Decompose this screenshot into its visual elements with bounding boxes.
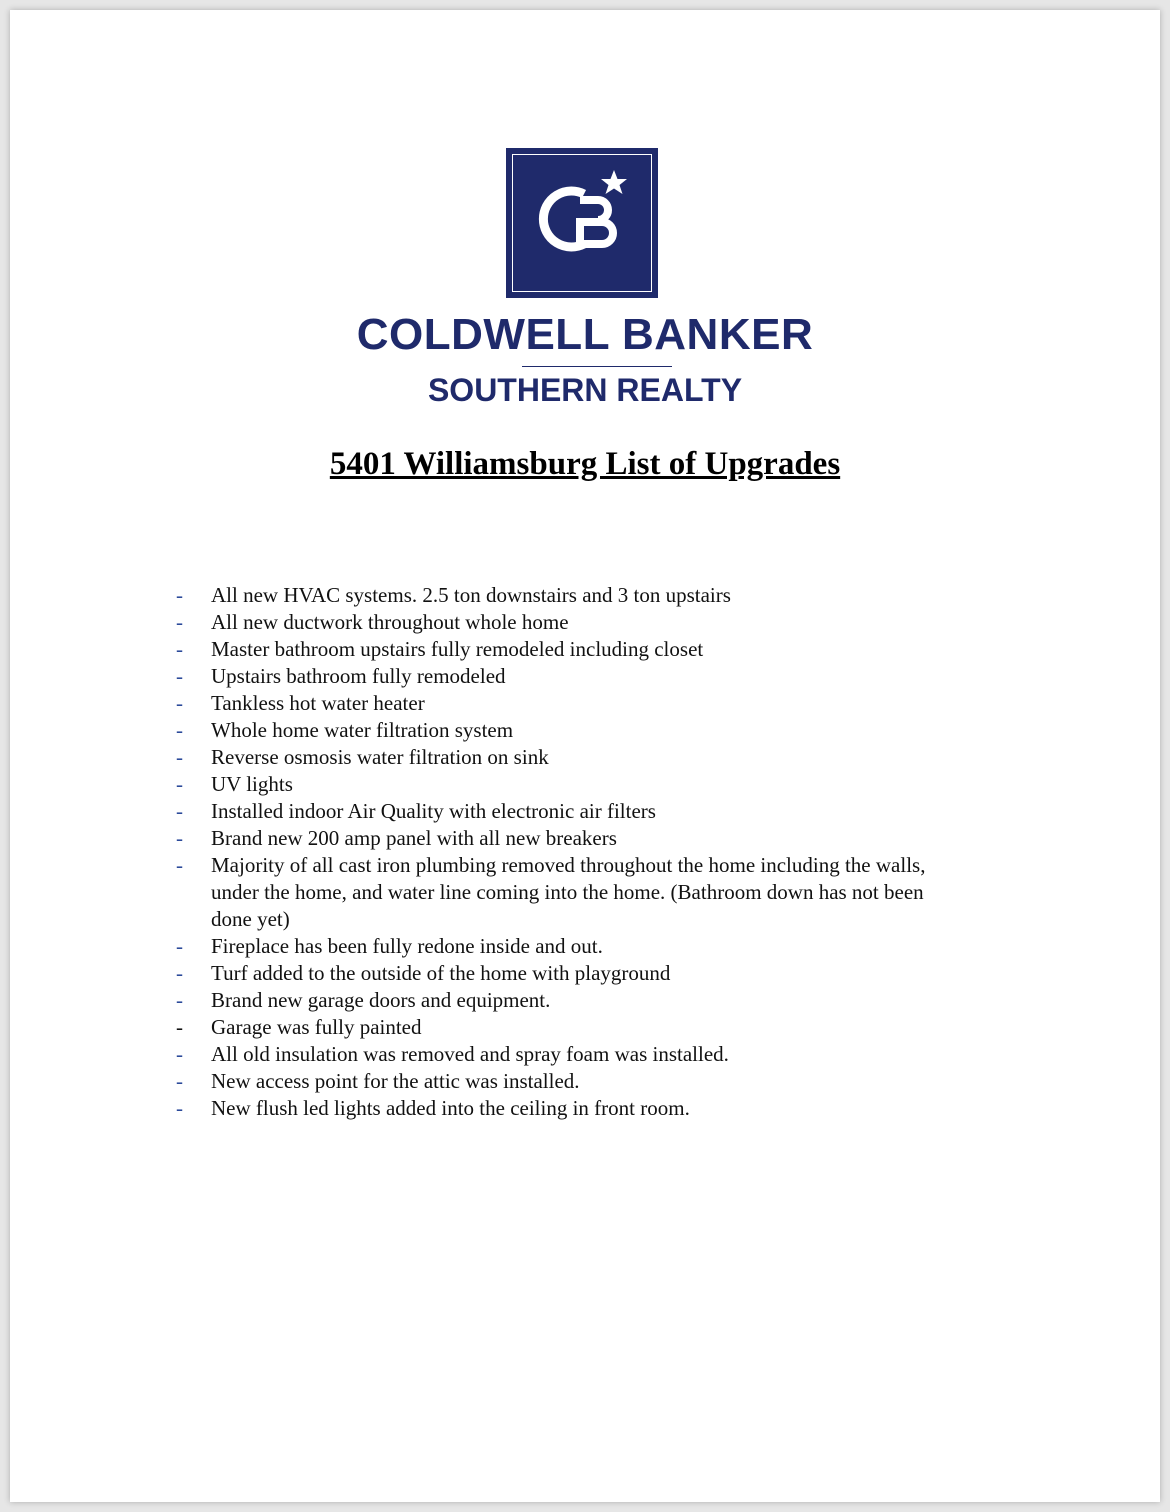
list-item bbox=[170, 744, 930, 771]
document-page bbox=[10, 10, 1160, 1502]
list-item-text: New access point for the attic was installed. bbox=[211, 1069, 580, 1093]
list-item-text: Master bathroom upstairs fully remodeled including closet bbox=[211, 637, 704, 661]
list-item-text: Turf added to the outside of the home with playground bbox=[211, 961, 671, 985]
list-item bbox=[170, 933, 930, 960]
list-item-text: New flush led lights added into the ceiling in front room. bbox=[211, 1096, 690, 1120]
bullet-dash: - bbox=[176, 1069, 183, 1093]
bullet-dash: - bbox=[176, 718, 183, 742]
list-item bbox=[170, 1068, 930, 1095]
brand-divider bbox=[522, 366, 672, 367]
bullet-dash: - bbox=[176, 1096, 183, 1120]
list-item-text: All old insulation was removed and spray foam was installed. bbox=[211, 1042, 729, 1066]
list-item bbox=[170, 960, 930, 987]
list-item-text: Brand new 200 amp panel with all new breakers bbox=[211, 826, 617, 850]
list-item-text: Majority of all cast iron plumbing removed throughout the home including the walls, under the home, and water line coming into the home. (Bathroom down has not been done yet) bbox=[211, 853, 926, 931]
list-item-text: All new HVAC systems. 2.5 ton downstairs and 3 ton upstairs bbox=[211, 583, 731, 607]
list-item-text: Installed indoor Air Quality with electronic air filters bbox=[211, 799, 656, 823]
bullet-dash: - bbox=[176, 799, 183, 823]
list-item bbox=[170, 987, 930, 1014]
cb-monogram-icon bbox=[506, 148, 658, 298]
list-item-text: Garage was fully painted bbox=[211, 1015, 422, 1039]
list-item-text: Upstairs bathroom fully remodeled bbox=[211, 664, 506, 688]
list-item bbox=[170, 1095, 930, 1122]
list-item bbox=[170, 1041, 930, 1068]
bullet-dash: - bbox=[176, 691, 183, 715]
bullet-dash: - bbox=[176, 1015, 183, 1039]
list-item bbox=[170, 663, 930, 690]
upgrade-list bbox=[170, 582, 930, 1122]
bullet-dash: - bbox=[176, 934, 183, 958]
list-item bbox=[170, 690, 930, 717]
bullet-dash: - bbox=[176, 637, 183, 661]
list-item-text: UV lights bbox=[211, 772, 293, 796]
bullet-dash: - bbox=[176, 745, 183, 769]
bullet-dash: - bbox=[176, 772, 183, 796]
list-item-text: Tankless hot water heater bbox=[211, 691, 425, 715]
list-item-text: Brand new garage doors and equipment. bbox=[211, 988, 551, 1012]
list-item bbox=[170, 582, 930, 609]
bullet-dash: - bbox=[176, 610, 183, 634]
company-subtitle: SOUTHERN REALTY bbox=[427, 372, 743, 408]
list-item bbox=[170, 852, 930, 933]
bullet-dash: - bbox=[176, 826, 183, 850]
company-name: COLDWELL BANKER bbox=[356, 310, 814, 359]
list-item bbox=[170, 825, 930, 852]
list-item-text: Whole home water filtration system bbox=[211, 718, 514, 742]
page-title: 5401 Williamsburg List of Upgrades bbox=[329, 446, 841, 482]
cb-logo bbox=[506, 148, 658, 298]
list-item bbox=[170, 717, 930, 744]
list-item-text: Fireplace has been fully redone inside and out. bbox=[211, 934, 603, 958]
list-item-text: All new ductwork throughout whole home bbox=[211, 610, 569, 634]
bullet-dash: - bbox=[176, 583, 183, 607]
list-item bbox=[170, 609, 930, 636]
list-item bbox=[170, 636, 930, 663]
list-item bbox=[170, 798, 930, 825]
list-item bbox=[170, 771, 930, 798]
list-item-text: Reverse osmosis water filtration on sink bbox=[211, 745, 549, 769]
list-item bbox=[170, 1014, 930, 1041]
bullet-dash: - bbox=[176, 664, 183, 688]
bullet-dash: - bbox=[176, 853, 183, 877]
bullet-dash: - bbox=[176, 961, 183, 985]
bullet-dash: - bbox=[176, 988, 183, 1012]
bullet-dash: - bbox=[176, 1042, 183, 1066]
